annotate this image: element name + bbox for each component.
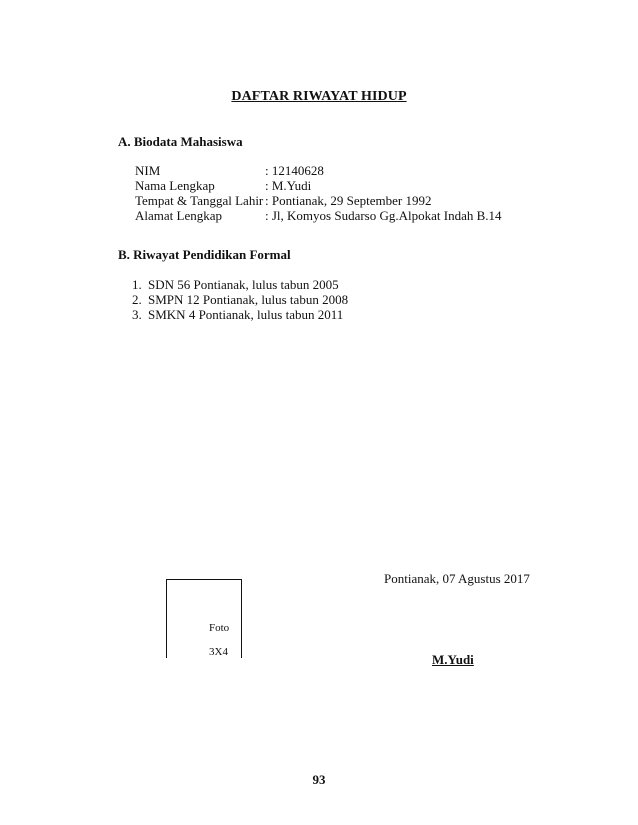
list-item [132, 292, 348, 307]
section-a-heading: A. Biodata Mahasiswa [118, 134, 243, 149]
biodata-value: : Jl, Komyos Sudarso Gg.Alpokat Indah B.14 [265, 208, 502, 223]
photo-size-label: 3X4 [209, 646, 228, 658]
section-b-heading: B. Riwayat Pendidikan Formal [118, 247, 291, 262]
education-list [132, 277, 348, 322]
biodata-label: Alamat Lengkap [135, 208, 222, 223]
list-item-number: 1. [132, 277, 142, 292]
biodata-table [135, 163, 565, 223]
signer-name: M.Yudi [432, 652, 474, 667]
list-item-text: SMKN 4 Pontianak, lulus tabun 2011 [148, 307, 344, 322]
biodata-row-address [135, 208, 565, 223]
page-title: DAFTAR RIWAYAT HIDUP [231, 89, 407, 104]
list-item-text: SMPN 12 Pontianak, lulus tabun 2008 [148, 292, 349, 307]
list-item-number: 3. [132, 307, 142, 322]
biodata-value: : Pontianak, 29 September 1992 [265, 193, 432, 208]
biodata-label: Tempat & Tanggal Lahir [135, 193, 264, 208]
page-number: 93 [312, 772, 326, 787]
biodata-value: : M.Yudi [265, 178, 312, 193]
biodata-value: : 12140628 [265, 163, 324, 178]
signature-place-date: Pontianak, 07 Agustus 2017 [384, 571, 530, 586]
list-item [132, 277, 348, 292]
list-item [132, 307, 348, 322]
list-item-text: SDN 56 Pontianak, lulus tabun 2005 [148, 277, 339, 292]
biodata-label: Nama Lengkap [135, 178, 215, 193]
list-item-number: 2. [132, 292, 142, 307]
biodata-row-name [135, 178, 565, 193]
photo-placeholder [166, 579, 242, 658]
photo-label: Foto [209, 622, 230, 634]
biodata-label: NIM [135, 163, 161, 178]
biodata-row-nim [135, 163, 565, 178]
biodata-row-birth [135, 193, 565, 208]
